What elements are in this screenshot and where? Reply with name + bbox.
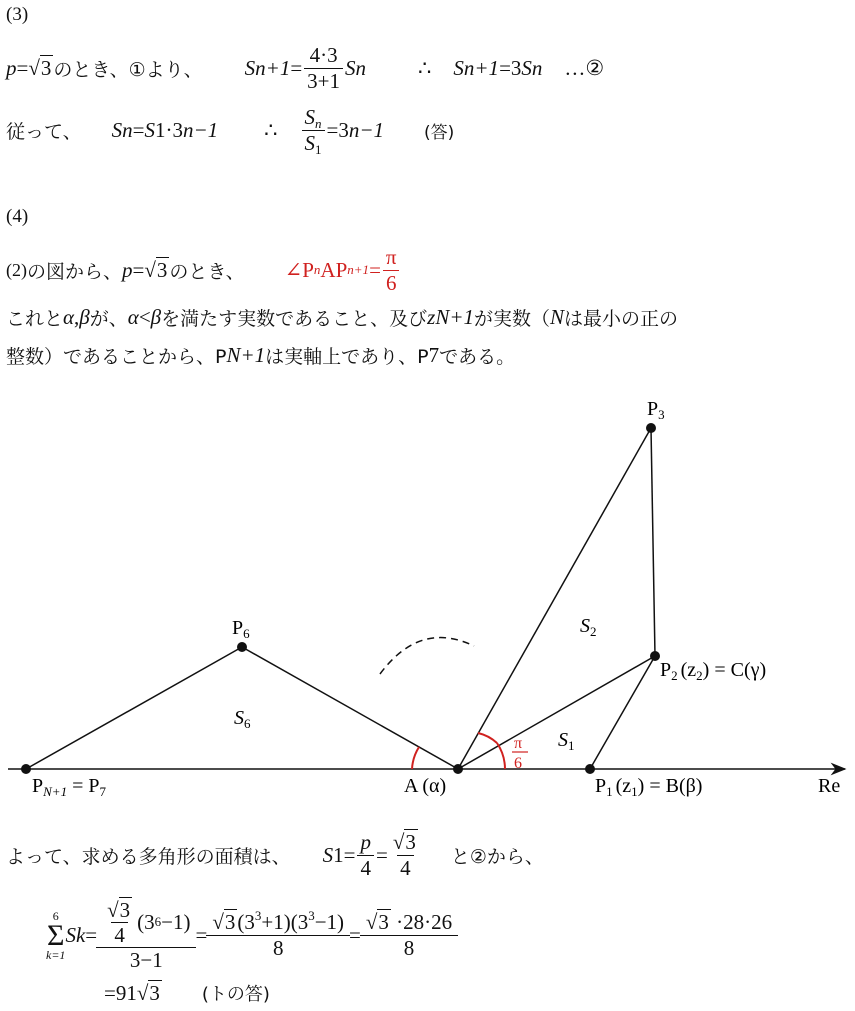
sum-equation: 6 Σ k=1 S k = $\frac{√3}{4}$ (3 6 −1) 3−1 = $\frac{√3(3^3+1)(3^3-1)}{8}$ = $\frac{√3 \cdot 28\cdot 26}{8}$ bbox=[46, 890, 457, 980]
point-P7 bbox=[21, 764, 31, 774]
summation-symbol: 6 Σ k=1 bbox=[46, 908, 66, 962]
var-p: p bbox=[6, 55, 17, 80]
label-S6: $S_6$ bbox=[234, 707, 251, 731]
part3-line2: 従って、 S n = S 1 ·3 n−1 ∴ $\frac{S_n}{S_1}$ =3 n−1 (答) bbox=[6, 105, 455, 157]
fraction-Sn-over-S1: $\frac{S_n}{S_1}$ bbox=[302, 105, 325, 154]
label-P1: $P_1$ $(z_1) = B(\beta)$ bbox=[595, 775, 703, 799]
therefore-symbol: ∴ bbox=[418, 55, 432, 80]
sqrt-3: √3 bbox=[28, 55, 52, 80]
part3-heading: (3) bbox=[6, 4, 29, 25]
angle-arc-right-upper bbox=[478, 733, 497, 743]
polygon-edges bbox=[26, 428, 655, 769]
label-P3: $P_3$ bbox=[647, 398, 665, 422]
part4-line3: 整数）であることから、P N+1 は実軸上であり、P 7 である。 bbox=[6, 343, 516, 368]
edge-P3-P2 bbox=[651, 428, 655, 656]
part4-line1: (2) の図から、 p = √3 のとき、 ∠P n AP n+1 = $\frac{\pi}{6}$ bbox=[6, 248, 402, 292]
fraction-geometric-sum: $\frac{√3}{4}$ (3 6 −1) 3−1 bbox=[99, 898, 193, 972]
label-P6: $P_6$ bbox=[232, 617, 250, 641]
conclusion-line1: よって、求める多角形の面積は、 S 1 = $\frac{p}{4}$ = $\frac{√3}{4}$ と②から、 bbox=[6, 830, 544, 880]
result-line: =91 √3 (トの答) bbox=[104, 980, 270, 1005]
point-P2 bbox=[650, 651, 660, 661]
edge-A-P2 bbox=[458, 656, 655, 769]
fraction-4x3-over-3plus1: $\frac{4\cdot 3}{3+1}$ bbox=[304, 43, 343, 92]
point-P3 bbox=[646, 423, 656, 433]
label-angle-6: 6 bbox=[514, 755, 522, 772]
points bbox=[21, 423, 660, 774]
equation-ref-2: …② bbox=[564, 55, 605, 80]
part4-heading: (4) bbox=[6, 206, 29, 227]
condition-text: のとき、①より、 bbox=[53, 58, 203, 81]
angle-arc-right-lower bbox=[497, 743, 505, 769]
edge-P7-P6 bbox=[26, 647, 242, 769]
edge-A-P3 bbox=[458, 428, 651, 769]
label-angle-pi: π bbox=[514, 735, 523, 752]
answer-mark: (答) bbox=[424, 122, 455, 143]
angle-arc-left bbox=[412, 747, 419, 769]
label-A: A (α) bbox=[404, 775, 447, 797]
angle-expression: ∠P n AP n+1 = $\frac{\pi}{6}$ bbox=[285, 245, 402, 294]
label-S1: $S_1$ bbox=[558, 729, 575, 753]
label-axis-Re: Re bbox=[818, 775, 841, 797]
equals: = bbox=[16, 55, 29, 80]
part4-line2: これと α , β が、 α < β を満たす実数であること、及び z N+1 が実数（ N は最小の正の bbox=[6, 304, 679, 330]
therefore-symbol: ∴ bbox=[264, 117, 278, 142]
label-S2: $S_2$ bbox=[580, 615, 597, 639]
dashed-continuation-arc bbox=[380, 638, 474, 674]
point-A bbox=[453, 764, 463, 774]
edge-P2-P1 bbox=[590, 656, 655, 769]
point-P6 bbox=[237, 642, 247, 652]
point-P1 bbox=[585, 764, 595, 774]
label-P2: $P_2$ $(z_2) = C(\gamma)$ bbox=[660, 659, 767, 683]
answer-mark: (トの答) bbox=[201, 984, 270, 1005]
part3-line1: p = √3 のとき、①より、 S n+1 = $\frac{4\cdot 3}{3+1}$ S n ∴ S n+1 =3 S n …② bbox=[6, 43, 605, 93]
label-P7: $P_{N+1} = P_7$ bbox=[32, 775, 106, 799]
edge-P6-A bbox=[242, 647, 458, 769]
